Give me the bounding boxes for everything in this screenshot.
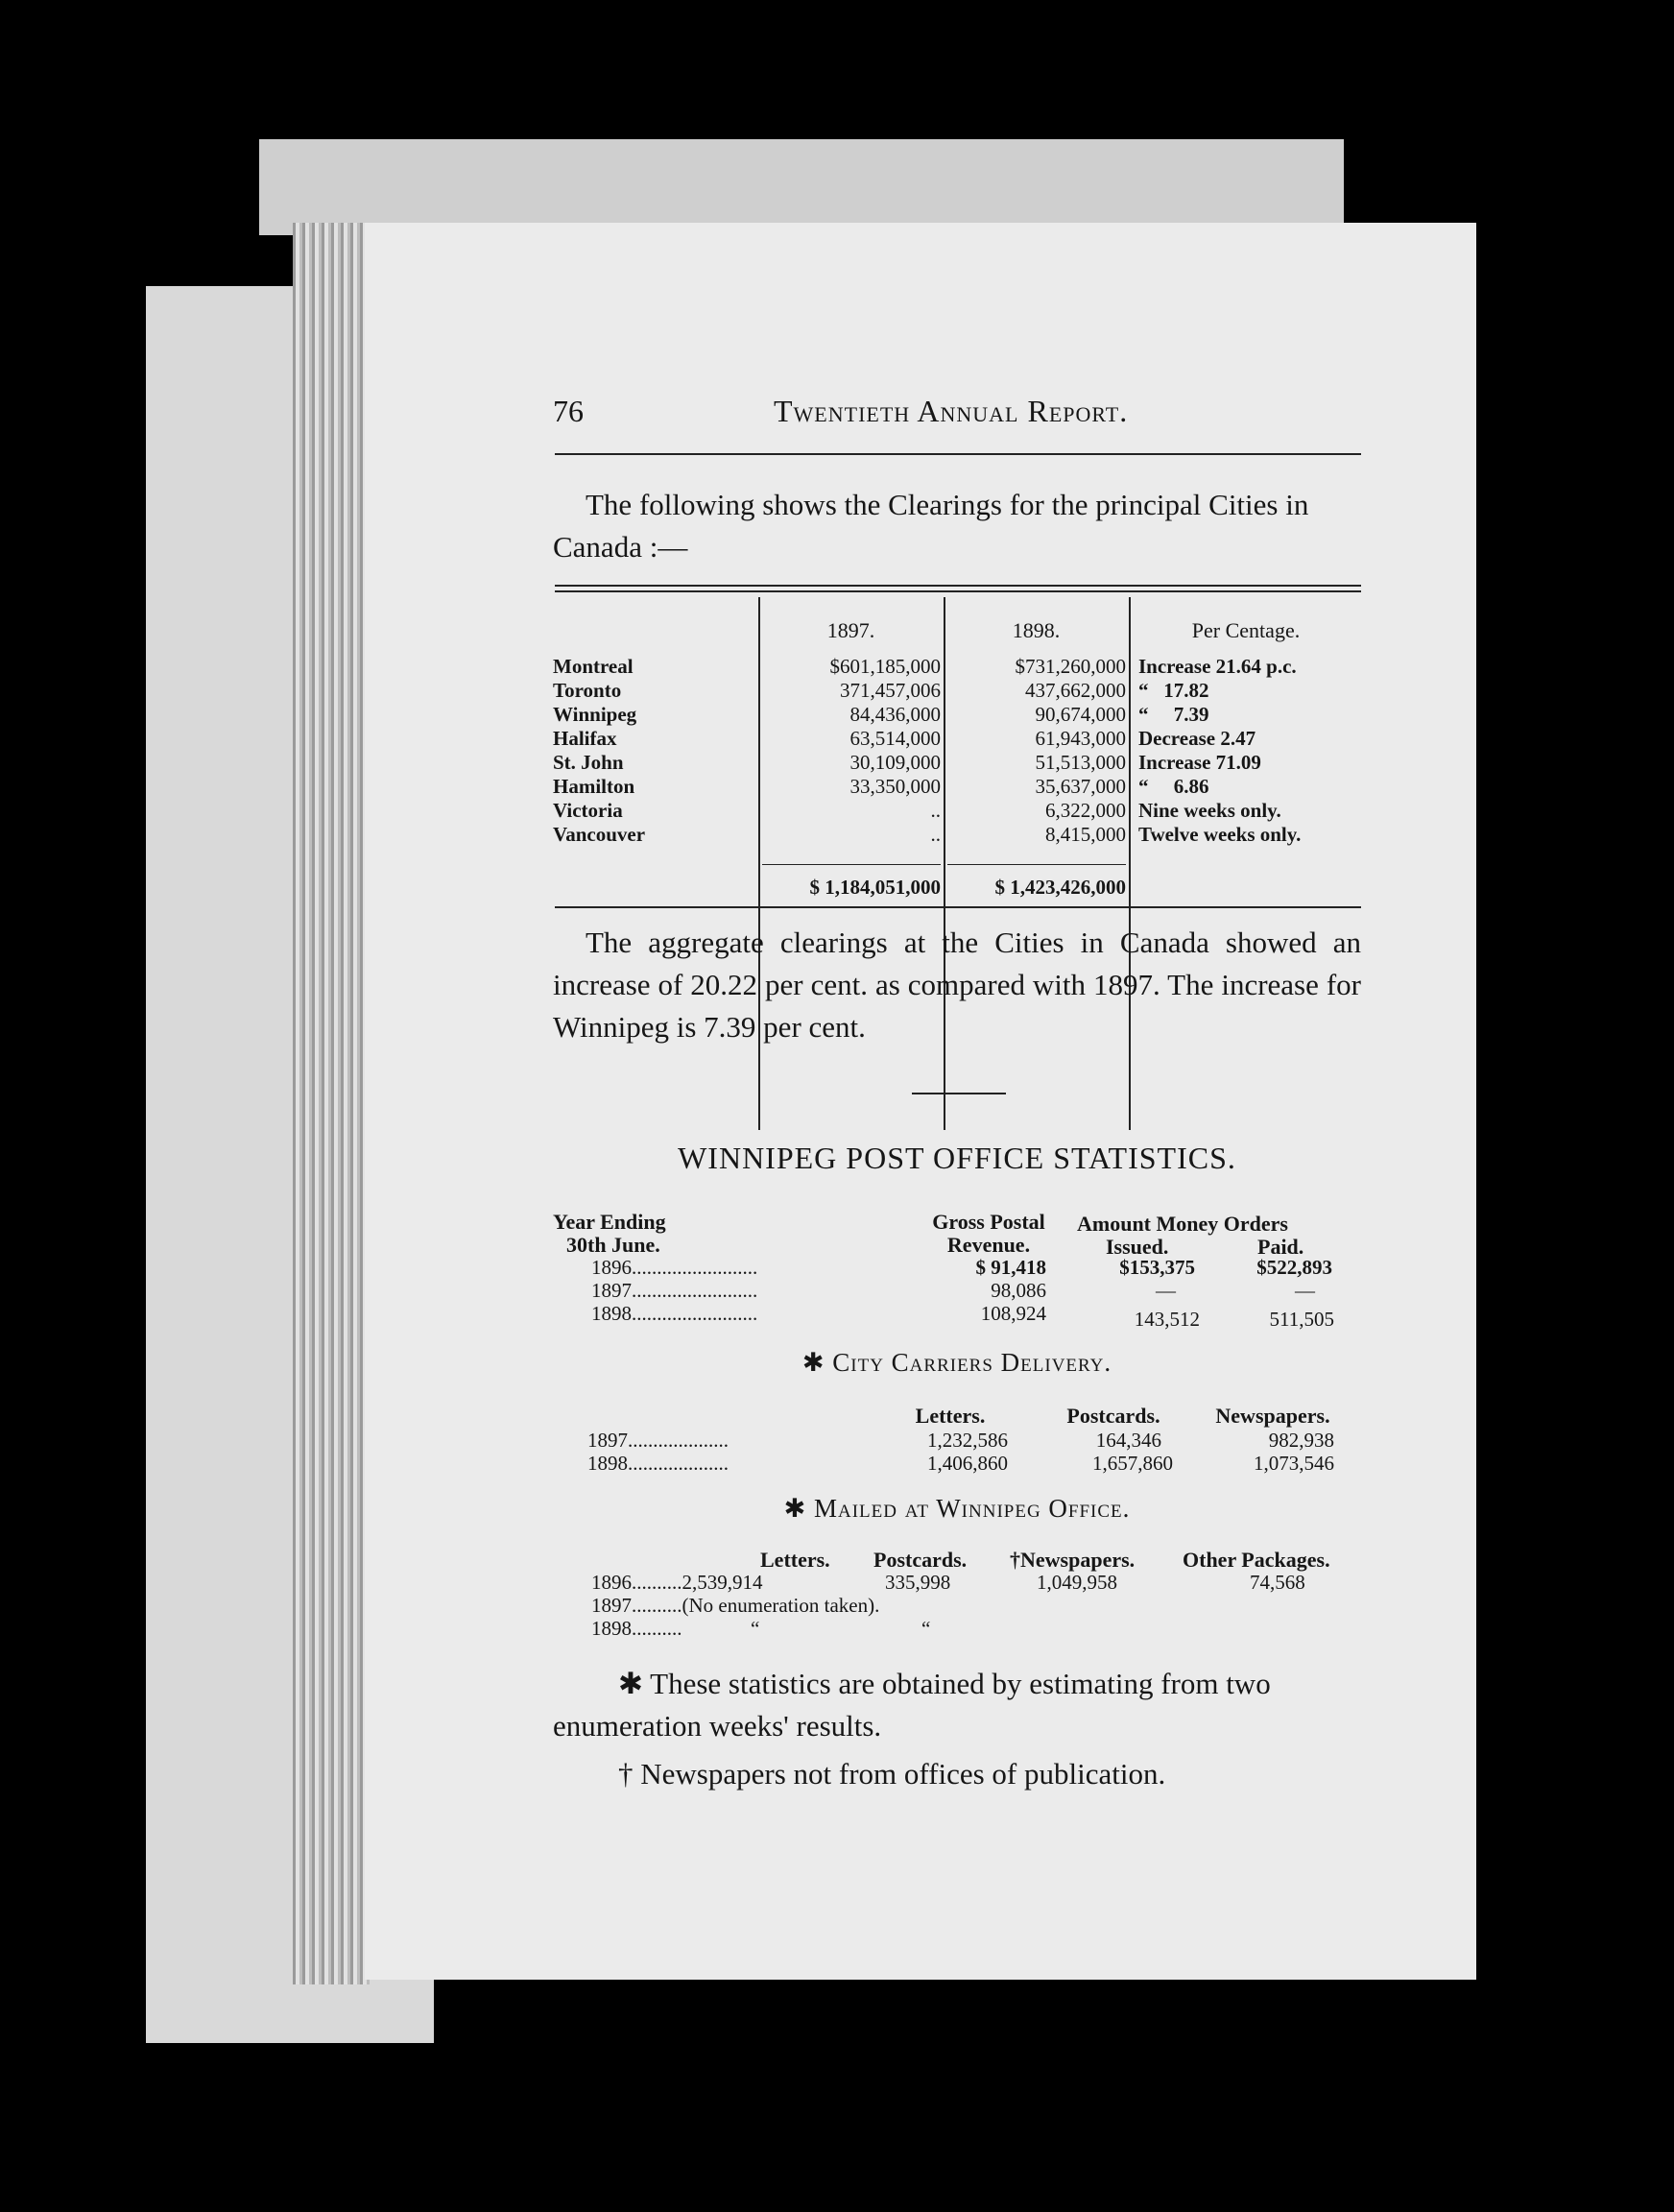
cc-newspapers: 982,938	[1268, 1429, 1334, 1452]
section-separator	[912, 1093, 1006, 1094]
value-1897: 33,350,000	[849, 775, 941, 798]
value-1897: ..	[930, 823, 941, 846]
per-centage: Increase 71.09	[1138, 751, 1261, 774]
per-centage: Decrease 2.47	[1138, 727, 1256, 750]
value-1898: 6,322,000	[1045, 799, 1126, 822]
col-header-per-centage: Per Centage.	[1191, 618, 1301, 642]
po-header-issued: Issued.	[1106, 1235, 1169, 1259]
cc-newspapers: 1,073,546	[1254, 1452, 1334, 1475]
leader-dots: ....................	[628, 1429, 729, 1452]
po-year-value: 1898	[591, 1302, 632, 1325]
per-centage: “ 17.82	[1138, 679, 1209, 702]
city-name: Toronto	[553, 679, 622, 702]
footnote-star: ✱ These statistics are obtained by estimating from two enumeration weeks' results.	[553, 1667, 1271, 1743]
cc-year-value: 1897	[587, 1429, 628, 1452]
page-edges	[293, 223, 370, 1984]
city-name: St. John	[553, 751, 624, 774]
value-1897: 84,436,000	[849, 703, 941, 726]
po-revenue: $ 91,418	[975, 1256, 1046, 1279]
po-header-money-orders: Amount Money Orders	[1077, 1212, 1288, 1236]
city-name: Halifax	[553, 727, 617, 750]
value-1898: 51,513,000	[1035, 751, 1126, 774]
running-title: Twentieth Annual Report.	[774, 394, 1129, 428]
leader-dots: .........................	[632, 1302, 758, 1325]
leader-dots: ..........	[632, 1571, 682, 1594]
cc-header-letters: Letters.	[915, 1404, 986, 1428]
po-issued: $153,375	[1119, 1256, 1195, 1279]
mailed-year: 1897	[591, 1594, 632, 1617]
mailed-ditto-1: “	[751, 1617, 760, 1640]
leader-dots: ....................	[628, 1452, 729, 1475]
leader-dots: .........................	[632, 1256, 758, 1279]
table-top-rule-2	[555, 590, 1361, 592]
po-revenue: 108,924	[980, 1302, 1046, 1325]
cc-letters: 1,406,860	[927, 1452, 1008, 1475]
cc-year	[587, 1452, 729, 1476]
per-centage: “ 7.39	[1138, 703, 1209, 726]
value-1897: ..	[930, 799, 941, 822]
po-year	[591, 1256, 757, 1280]
mailed-year: 1898	[591, 1617, 632, 1640]
mailed-header-newspapers: †Newspapers.	[1010, 1548, 1136, 1572]
cc-postcards: 164,346	[1095, 1429, 1161, 1452]
cc-letters: 1,232,586	[927, 1429, 1008, 1452]
total-1897: $ 1,184,051,000	[809, 876, 941, 899]
aggregate-paragraph: The aggregate clearings at the Cities in Canada showed an increase of 20.22 per cent. as compared with 1897. The increase for Winnipeg is 7.39 per cent.	[553, 926, 1361, 1044]
per-centage: Twelve weeks only.	[1138, 823, 1302, 846]
cc-postcards: 1,657,860	[1092, 1452, 1173, 1475]
mailed-row-1896	[591, 1571, 763, 1595]
col-header-1898: 1898.	[1012, 618, 1061, 642]
mailed-other: 74,568	[1250, 1571, 1305, 1594]
city-name: Hamilton	[553, 775, 635, 798]
total-1898: $ 1,423,426,000	[994, 876, 1126, 899]
cc-header-postcards: Postcards.	[1066, 1404, 1160, 1428]
po-issued: —	[1156, 1279, 1176, 1302]
table-top-rule	[555, 585, 1361, 587]
po-header-gross-1: Gross Postal	[932, 1210, 1045, 1234]
po-paid: —	[1295, 1279, 1315, 1302]
col-header-1897: 1897.	[826, 618, 875, 642]
mailed-note: (No enumeration taken).	[682, 1594, 880, 1617]
po-revenue: 98,086	[991, 1279, 1046, 1302]
city-name: Victoria	[553, 799, 623, 822]
po-header-paid: Paid.	[1257, 1235, 1304, 1259]
leader-dots: ..........	[632, 1617, 682, 1640]
value-1898: 61,943,000	[1035, 727, 1126, 750]
clearings-intro: The following shows the Clearings for the principal Cities in Canada :—	[553, 488, 1309, 564]
mailed-ditto-2: “	[921, 1617, 931, 1640]
mailed-header-postcards: Postcards.	[873, 1548, 968, 1572]
value-1898: 8,415,000	[1045, 823, 1126, 846]
table-vrule-3	[1129, 597, 1131, 1130]
mailed-newspapers: 1,049,958	[1037, 1571, 1117, 1594]
value-1897: $601,185,000	[829, 655, 941, 678]
background-page-top	[259, 139, 1344, 235]
total-underline-1897	[762, 864, 941, 865]
table-bottom-rule	[555, 906, 1361, 908]
leader-dots: .........................	[632, 1279, 758, 1302]
mailed-year: 1896	[591, 1571, 632, 1594]
value-1897: 30,109,000	[849, 751, 941, 774]
po-header-gross-2: Revenue.	[946, 1233, 1031, 1257]
value-1897: 371,457,006	[840, 679, 941, 702]
value-1898: 437,662,000	[1025, 679, 1126, 702]
po-paid: 511,505	[1269, 1308, 1334, 1331]
po-year	[591, 1302, 757, 1326]
po-header-year-1: Year Ending	[553, 1210, 666, 1234]
po-year-value: 1897	[591, 1279, 632, 1302]
po-header-year-2: 30th June.	[566, 1233, 660, 1257]
mailed-title: ✱ Mailed at Winnipeg Office.	[783, 1494, 1131, 1523]
mailed-header-letters: Letters.	[760, 1548, 830, 1572]
document-page	[365, 223, 1476, 1980]
mailed-row-1897	[591, 1594, 879, 1618]
footnote-dagger: † Newspapers not from offices of publication.	[618, 1757, 1166, 1791]
per-centage: Nine weeks only.	[1138, 799, 1281, 822]
po-paid: $522,893	[1256, 1256, 1332, 1279]
po-year-value: 1896	[591, 1256, 632, 1279]
po-issued: 143,512	[1134, 1308, 1200, 1331]
mailed-postcards: 335,998	[885, 1571, 951, 1594]
cc-header-newspapers: Newspapers.	[1215, 1404, 1330, 1428]
per-centage: Increase 21.64 p.c.	[1138, 655, 1297, 678]
value-1898: 35,637,000	[1035, 775, 1126, 798]
total-underline-1898	[947, 864, 1126, 865]
mailed-header-other: Other Packages.	[1183, 1548, 1330, 1572]
city-carriers-title: ✱ City Carriers Delivery.	[801, 1348, 1112, 1377]
per-centage: “ 6.86	[1138, 775, 1209, 798]
value-1898: $731,260,000	[1015, 655, 1126, 678]
cc-year	[587, 1429, 729, 1453]
po-year	[591, 1279, 757, 1303]
leader-dots: ..........	[632, 1594, 682, 1617]
city-name: Winnipeg	[553, 703, 637, 726]
header-rule	[555, 453, 1361, 455]
city-name: Vancouver	[553, 823, 646, 846]
mailed-row-1898	[591, 1617, 682, 1641]
value-1897: 63,514,000	[849, 727, 941, 750]
value-1898: 90,674,000	[1035, 703, 1126, 726]
city-name: Montreal	[553, 655, 634, 678]
post-office-title: WINNIPEG POST OFFICE STATISTICS.	[678, 1141, 1236, 1175]
mailed-letters: 2,539,914	[682, 1571, 763, 1594]
cc-year-value: 1898	[587, 1452, 628, 1475]
page-number: 76	[553, 394, 584, 428]
